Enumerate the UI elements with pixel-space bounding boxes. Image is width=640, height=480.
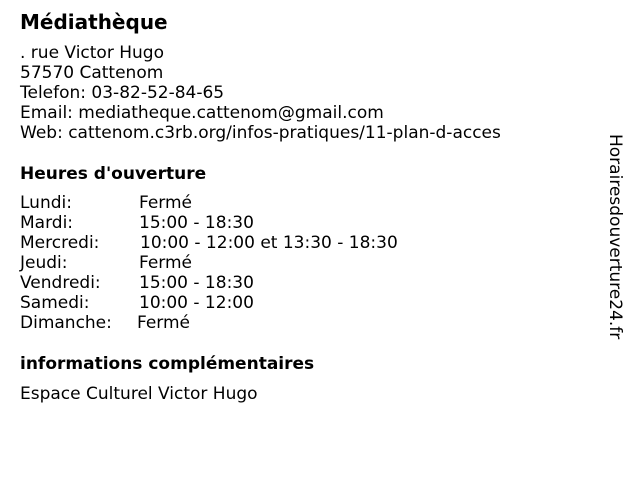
page-title: Médiathèque: [20, 10, 168, 34]
address-city: 57570 Cattenom: [20, 63, 164, 83]
time-value: 15:00 - 18:30: [139, 273, 254, 293]
day-label: Lundi:: [20, 193, 72, 213]
address-street: . rue Victor Hugo: [20, 43, 164, 63]
hours-heading: Heures d'ouverture: [20, 164, 207, 184]
email-address: Email: mediatheque.cattenom@gmail.com: [20, 103, 384, 123]
day-label: Mercredi:: [20, 233, 100, 253]
opening-hours-table: [20, 193, 398, 333]
info-heading: informations complémentaires: [20, 354, 315, 374]
hours-row-jeudi: [20, 253, 398, 273]
hours-row-lundi: [20, 193, 398, 213]
time-value: 10:00 - 12:00 et 13:30 - 18:30: [140, 233, 398, 253]
contact-details: [20, 43, 501, 143]
time-value: 15:00 - 18:30: [139, 213, 254, 233]
website-address: Web: cattenom.c3rb.org/infos-pratiques/11-plan-d-acces: [20, 123, 501, 143]
day-label: Samedi:: [20, 293, 90, 313]
day-label: Jeudi:: [20, 253, 68, 273]
info-text: Espace Culturel Victor Hugo: [20, 384, 258, 404]
time-value: 10:00 - 12:00: [139, 293, 254, 313]
time-value: Fermé: [139, 193, 193, 213]
day-label: Mardi:: [20, 213, 74, 233]
hours-row-mercredi: [20, 233, 398, 253]
site-watermark: Horairesdouverture24.fr: [605, 134, 625, 340]
day-label: Vendredi:: [20, 273, 101, 293]
time-value: Fermé: [139, 253, 193, 273]
time-value: Fermé: [137, 313, 191, 333]
hours-row-mardi: [20, 213, 398, 233]
hours-row-dimanche: [20, 313, 398, 333]
phone-number: Telefon: 03-82-52-84-65: [20, 83, 225, 103]
hours-row-samedi: [20, 293, 398, 313]
day-label: Dimanche:: [20, 313, 112, 333]
hours-row-vendredi: [20, 273, 398, 293]
